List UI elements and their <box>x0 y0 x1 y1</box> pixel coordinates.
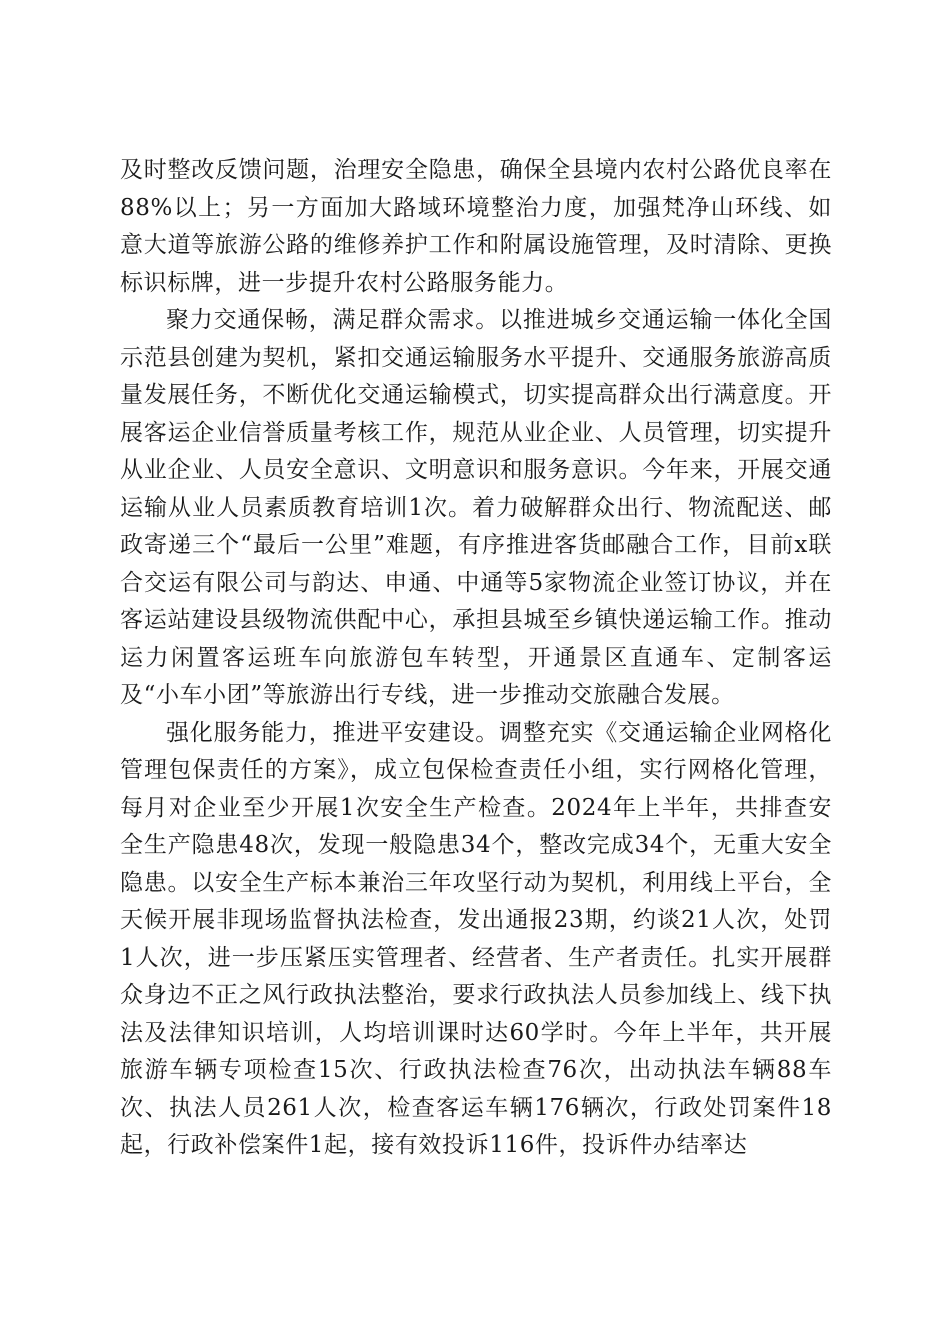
paragraph-safety-construction: 强化服务能力，推进平安建设。调整充实《交通运输企业网格化管理包保责任的方案》，成立包保检查责任小组，实行网格化管理，每月对企业至少开展1次安全生产检查。2024年上半年，共排查安全生产隐患48次，发现一般隐患34个，整改完成34个，无重大安全隐患。以安全生产标本兼治三年攻坚行动为契机，利用线上平台，全天候开展非现场监督执法检查，发出通报23期，约谈21人次，处罚1人次，进一步压紧压实管理者、经营者、生产者责任。扎实开展群众身边不正之风行政执法整治，要求行政执法人员参加线上、线下执法及法律知识培训，人均培训课时达60学时。今年上半年，共开展旅游车辆专项检查15次、行政执法检查76次，出动执法车辆88车次、执法人员261人次，检查客运车辆176辆次，行政处罚案件18起，行政补偿案件1起，接有效投诉116件，投诉件办结率达 <box>120 719 832 1158</box>
paragraph-traffic-service: 聚力交通保畅，满足群众需求。以推进城乡交通运输一体化全国示范县创建为契机，紧扣交通运输服务水平提升、交通服务旅游高质量发展任务，不断优化交通运输模式，切实提高群众出行满意度。开展客运企业信誉质量考核工作，规范从业企业、人员管理，切实提升从业企业、人员安全意识、文明意识和服务意识。今年来，开展交通运输从业人员素质教育培训1次。着力破解群众出行、物流配送、邮政寄递三个“最后一公里”难题，有序推进客货邮融合工作，目前x联合交运有限公司与韵达、申通、中通等5家物流企业签订协议，并在客运站建设县级物流供配中心，承担县城至乡镇快递运输工作。推动运力闲置客运班车向旅游包车转型，开通景区直通车、定制客运及“小车小团”等旅游出行专线，进一步推动交旅融合发展。 <box>120 307 832 708</box>
paragraph-continuation: 及时整改反馈问题，治理安全隐患，确保全县境内农村公路优良率在88%以上；另一方面加大路域环境整治力度，加强梵净山环线、如意大道等旅游公路的维修养护工作和附属设施管理，及时清除、更换标识标牌，进一步提升农村公路服务能力。 <box>120 157 832 296</box>
document-body <box>120 152 832 1165</box>
